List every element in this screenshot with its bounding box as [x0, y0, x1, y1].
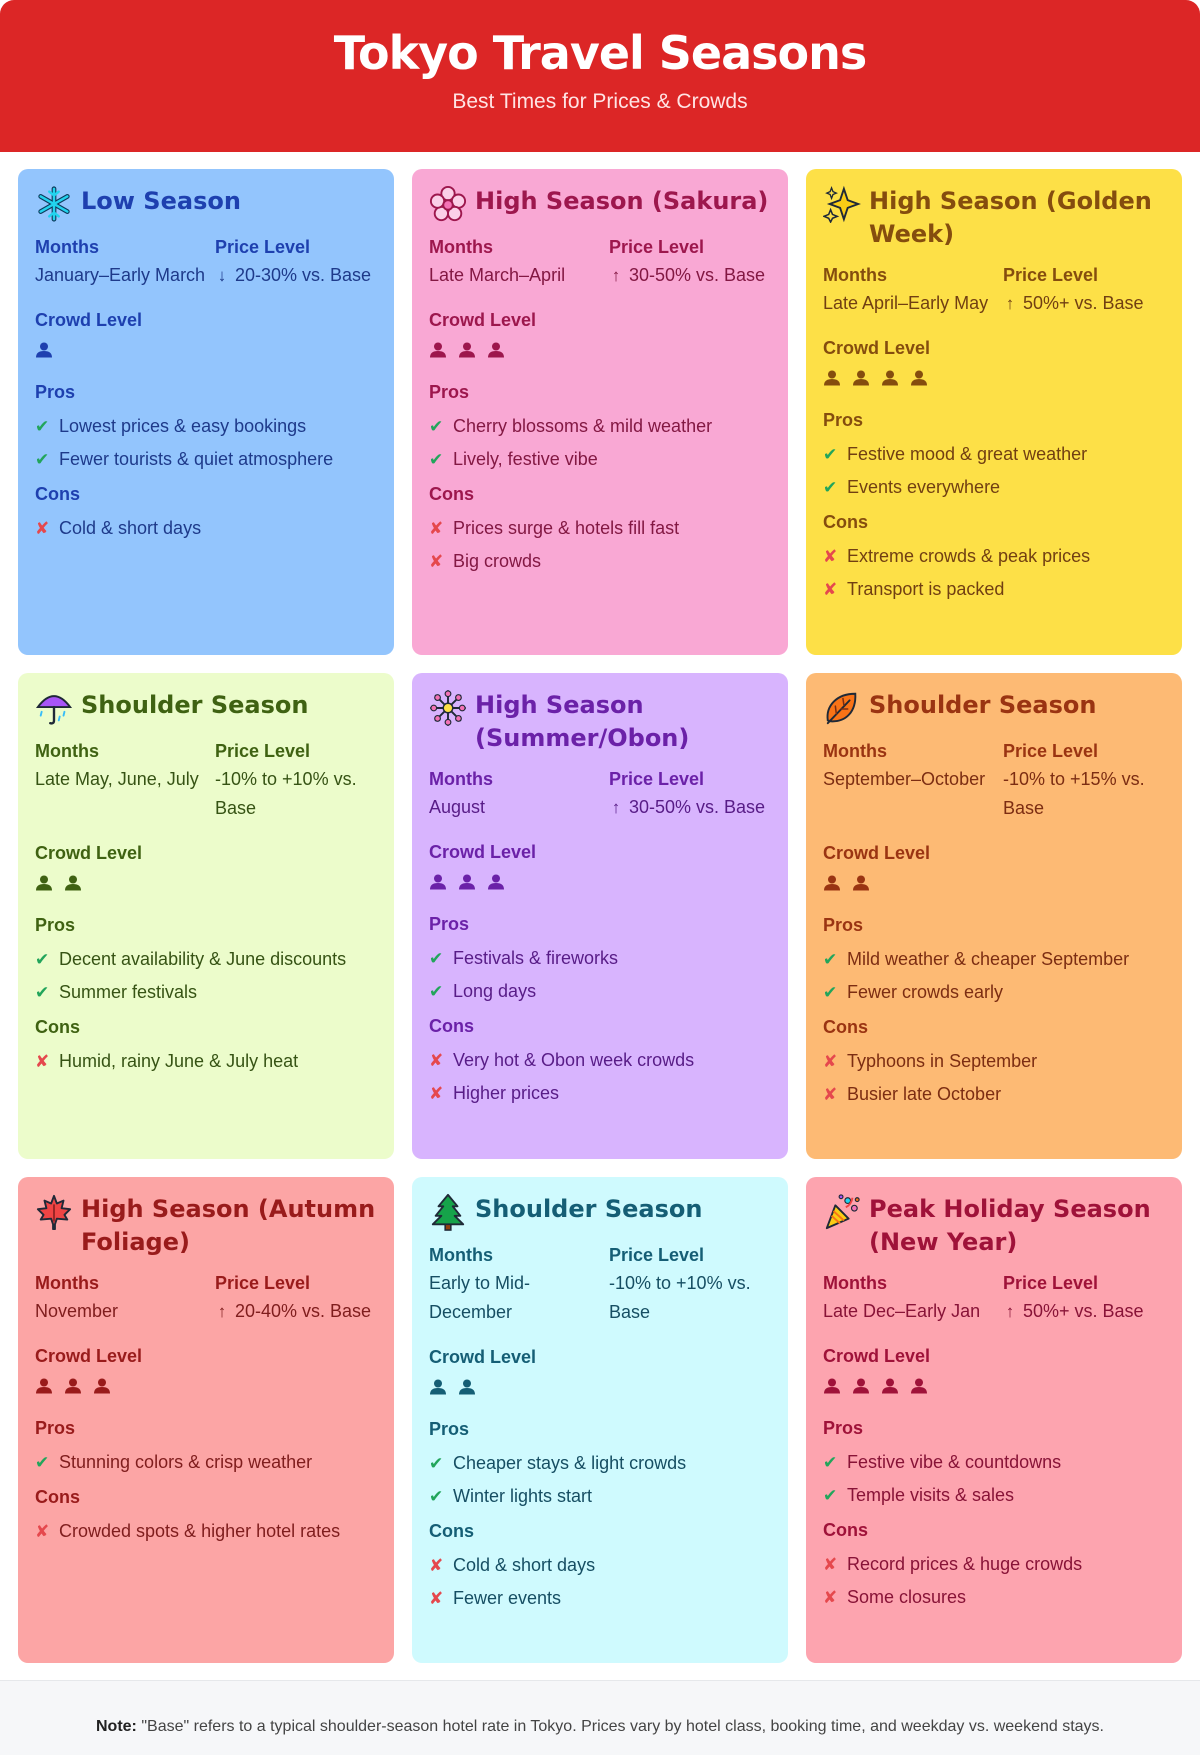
pro-item: ✔ Long days	[429, 975, 772, 1008]
crowd-level	[429, 1343, 772, 1397]
person-icon	[429, 1379, 447, 1395]
person-icon	[429, 342, 447, 358]
con-item: ✘ Higher prices	[429, 1077, 772, 1110]
page-subtitle: Best Times for Prices & Crowds	[452, 90, 748, 113]
pro-item: ✔ Fewer tourists & quiet atmosphere	[35, 443, 378, 476]
check-icon: ✔	[429, 1454, 444, 1473]
autumn-leaf-icon	[823, 689, 861, 727]
months-label: Months	[35, 741, 99, 761]
person-icon	[458, 342, 476, 358]
cross-icon: ✘	[823, 580, 838, 599]
pros-label: Pros	[429, 382, 470, 402]
pro-item: ✔ Festive mood & great weather	[823, 438, 1166, 471]
cross-icon: ✘	[429, 1051, 444, 1070]
check-icon: ✔	[429, 450, 444, 469]
cross-icon: ✘	[823, 1085, 838, 1104]
months-label: Months	[429, 237, 493, 257]
cons-label: Cons	[823, 1017, 868, 1037]
card-header	[823, 185, 1166, 251]
season-card	[18, 1177, 394, 1663]
person-icon	[35, 1378, 53, 1394]
months-label: Months	[823, 265, 887, 285]
person-icon	[458, 1379, 476, 1395]
cons-list	[823, 1548, 1166, 1614]
pros-list	[429, 410, 772, 476]
fireworks-icon	[429, 689, 467, 727]
card-title: Shoulder Season	[81, 691, 309, 719]
crowd-level	[823, 1342, 1166, 1396]
cross-icon: ✘	[35, 1522, 50, 1541]
price-label: Price Level	[215, 237, 311, 257]
check-icon: ✔	[429, 982, 444, 1001]
check-icon: ✔	[429, 417, 444, 436]
cross-icon: ✘	[823, 1052, 838, 1071]
price-label: Price Level	[215, 1273, 311, 1293]
cross-icon: ✘	[429, 1589, 444, 1608]
con-item: ✘ Crowded spots & higher hotel rates	[35, 1515, 378, 1548]
con-item: ✘ Very hot & Obon week crowds	[429, 1044, 772, 1077]
snowflake-icon	[35, 185, 73, 223]
crowd-label: Crowd Level	[823, 338, 931, 358]
con-item: ✘ Some closures	[823, 1581, 1166, 1614]
con-item: ✘ Humid, rainy June & July heat	[35, 1045, 378, 1078]
price-label: Price Level	[1003, 1273, 1099, 1293]
person-icon	[881, 370, 899, 386]
person-icon	[429, 874, 447, 890]
pro-item: ✔ Stunning colors & crisp weather	[35, 1446, 378, 1479]
person-icon	[910, 1378, 928, 1394]
crowd-level	[35, 1342, 378, 1396]
months-value: January–Early March	[35, 265, 206, 285]
price-value: -10% to +10% vs. Base	[609, 1273, 751, 1322]
arrow-up-icon: ↑	[1005, 1302, 1015, 1321]
months-value: Late March–April	[429, 265, 566, 285]
card-meta	[823, 737, 1166, 823]
cons-label: Cons	[35, 484, 80, 504]
crowd-indicator	[429, 340, 772, 360]
cross-icon: ✘	[823, 1588, 838, 1607]
pro-item: ✔ Cherry blossoms & mild weather	[429, 410, 772, 443]
crowd-indicator	[823, 873, 1166, 893]
note-text: "Base" refers to a typical shoulder-season hotel rate in Tokyo. Prices vary by hotel class, booking time, and weekday vs. weekend stays.	[141, 1718, 1104, 1735]
check-icon: ✔	[823, 950, 838, 969]
cross-icon: ✘	[823, 1555, 838, 1574]
person-icon	[823, 875, 841, 891]
pro-item: ✔ Fewer crowds early	[823, 976, 1166, 1009]
pros-label: Pros	[35, 1418, 76, 1438]
cross-icon: ✘	[35, 519, 50, 538]
person-icon	[852, 370, 870, 386]
cons-label: Cons	[429, 484, 474, 504]
pros-list	[429, 1447, 772, 1513]
card-title: Peak Holiday Season (New Year)	[869, 1195, 1151, 1256]
pro-item: ✔ Mild weather & cheaper September	[823, 943, 1166, 976]
crowd-label: Crowd Level	[35, 1346, 143, 1366]
season-card	[18, 673, 394, 1159]
arrow-up-icon: ↑	[217, 1302, 227, 1321]
person-icon	[910, 370, 928, 386]
person-icon	[93, 1378, 111, 1394]
maple-leaf-icon	[35, 1193, 73, 1231]
arrow-up-icon: ↑	[1005, 294, 1015, 313]
card-header	[35, 185, 378, 223]
price-value: ↑ 30-50% vs. Base	[609, 793, 779, 822]
cons-list	[823, 1045, 1166, 1111]
footer-note	[0, 1680, 1200, 1755]
card-meta	[429, 1241, 772, 1327]
cross-icon: ✘	[35, 1052, 50, 1071]
pro-item: ✔ Temple visits & sales	[823, 1479, 1166, 1512]
person-icon	[823, 370, 841, 386]
price-value: ↑ 20-40% vs. Base	[215, 1297, 385, 1326]
cross-icon: ✘	[429, 552, 444, 571]
crowd-level	[35, 306, 378, 360]
season-card	[18, 169, 394, 655]
crowd-indicator	[823, 1376, 1166, 1396]
person-icon	[852, 875, 870, 891]
person-icon	[64, 1378, 82, 1394]
price-value: ↓ 20-30% vs. Base	[215, 261, 385, 290]
pro-item: ✔ Festive vibe & countdowns	[823, 1446, 1166, 1479]
card-header	[823, 1193, 1166, 1259]
card-title: Shoulder Season	[475, 1195, 703, 1223]
crowd-level	[35, 839, 378, 893]
pros-label: Pros	[823, 410, 864, 430]
check-icon: ✔	[35, 417, 50, 436]
cons-label: Cons	[429, 1016, 474, 1036]
pros-list	[823, 1446, 1166, 1512]
card-header	[35, 689, 378, 727]
card-title: Low Season	[81, 187, 241, 215]
card-meta	[35, 1269, 378, 1326]
card-title: High Season (Sakura)	[475, 187, 769, 215]
months-label: Months	[429, 1245, 493, 1265]
price-label: Price Level	[609, 1245, 705, 1265]
crowd-label: Crowd Level	[35, 843, 143, 863]
check-icon: ✔	[35, 450, 50, 469]
months-value: August	[429, 797, 486, 817]
cons-label: Cons	[35, 1487, 80, 1507]
con-item: ✘ Cold & short days	[35, 512, 378, 545]
con-item: ✘ Prices surge & hotels fill fast	[429, 512, 772, 545]
pros-list	[823, 438, 1166, 504]
months-value: September–October	[823, 769, 986, 789]
season-card	[806, 169, 1182, 655]
cons-list	[35, 512, 378, 545]
crowd-label: Crowd Level	[823, 1346, 931, 1366]
crowd-label: Crowd Level	[823, 843, 931, 863]
card-meta	[429, 233, 772, 290]
card-meta	[35, 233, 378, 290]
check-icon: ✔	[35, 1453, 50, 1472]
months-label: Months	[429, 769, 493, 789]
con-item: ✘ Typhoons in September	[823, 1045, 1166, 1078]
pros-list	[429, 942, 772, 1008]
card-title: Shoulder Season	[869, 691, 1097, 719]
months-label: Months	[823, 741, 887, 761]
cherry-blossom-icon	[429, 185, 467, 223]
months-label: Months	[35, 1273, 99, 1293]
person-icon	[823, 1378, 841, 1394]
months-value: Early to Mid-December	[429, 1273, 531, 1322]
cons-list	[429, 1044, 772, 1110]
price-value: ↑ 50%+ vs. Base	[1003, 289, 1173, 318]
arrow-down-icon: ↓	[217, 266, 227, 285]
cons-label: Cons	[823, 1520, 868, 1540]
cross-icon: ✘	[429, 1556, 444, 1575]
check-icon: ✔	[429, 1487, 444, 1506]
cons-list	[35, 1045, 378, 1078]
con-item: ✘ Fewer events	[429, 1582, 772, 1615]
cons-list	[35, 1515, 378, 1548]
pros-label: Pros	[429, 1419, 470, 1439]
person-icon	[852, 1378, 870, 1394]
card-meta	[823, 261, 1166, 318]
con-item: ✘ Big crowds	[429, 545, 772, 578]
card-header	[429, 185, 772, 223]
season-card	[806, 673, 1182, 1159]
price-label: Price Level	[215, 741, 311, 761]
con-item: ✘ Record prices & huge crowds	[823, 1548, 1166, 1581]
months-value: Late Dec–Early Jan	[823, 1301, 981, 1321]
cons-list	[429, 1549, 772, 1615]
crowd-indicator	[35, 1376, 378, 1396]
pro-item: ✔ Summer festivals	[35, 976, 378, 1009]
cons-list	[823, 540, 1166, 606]
crowd-label: Crowd Level	[429, 842, 537, 862]
crowd-level	[429, 838, 772, 892]
check-icon: ✔	[823, 983, 838, 1002]
con-item: ✘ Cold & short days	[429, 1549, 772, 1582]
check-icon: ✔	[823, 478, 838, 497]
cross-icon: ✘	[823, 547, 838, 566]
pro-item: ✔ Festivals & fireworks	[429, 942, 772, 975]
pros-list	[35, 943, 378, 1009]
price-label: Price Level	[609, 237, 705, 257]
months-value: Late April–Early May	[823, 293, 989, 313]
season-card	[806, 1177, 1182, 1663]
pro-item: ✔ Decent availability & June discounts	[35, 943, 378, 976]
season-grid	[18, 169, 1184, 1663]
page-title: Tokyo Travel Seasons	[333, 26, 867, 80]
sparkles-icon	[823, 185, 861, 223]
cons-label: Cons	[429, 1521, 474, 1541]
crowd-level	[823, 839, 1166, 893]
card-header	[823, 689, 1166, 727]
cons-list	[429, 512, 772, 578]
person-icon	[881, 1378, 899, 1394]
crowd-indicator	[35, 340, 378, 360]
pros-list	[35, 1446, 378, 1479]
card-meta	[35, 737, 378, 823]
pros-label: Pros	[823, 915, 864, 935]
card-title: High Season (Golden Week)	[869, 187, 1152, 248]
card-meta	[429, 765, 772, 822]
person-icon	[64, 875, 82, 891]
pros-label: Pros	[823, 1418, 864, 1438]
con-item: ✘ Extreme crowds & peak prices	[823, 540, 1166, 573]
pro-item: ✔ Cheaper stays & light crowds	[429, 1447, 772, 1480]
evergreen-tree-icon	[429, 1193, 467, 1231]
person-icon	[35, 875, 53, 891]
price-label: Price Level	[609, 769, 705, 789]
months-label: Months	[823, 1273, 887, 1293]
arrow-up-icon: ↑	[611, 798, 621, 817]
price-label: Price Level	[1003, 741, 1099, 761]
pros-list	[35, 410, 378, 476]
crowd-level	[823, 334, 1166, 388]
person-icon	[487, 874, 505, 890]
price-label: Price Level	[1003, 265, 1099, 285]
pro-item: ✔ Events everywhere	[823, 471, 1166, 504]
cross-icon: ✘	[429, 519, 444, 538]
cons-label: Cons	[823, 512, 868, 532]
umbrella-rain-icon	[35, 689, 73, 727]
crowd-label: Crowd Level	[429, 310, 537, 330]
season-card	[412, 169, 788, 655]
check-icon: ✔	[823, 1453, 838, 1472]
pros-label: Pros	[429, 914, 470, 934]
season-card	[412, 673, 788, 1159]
card-meta	[823, 1269, 1166, 1326]
months-value: Late May, June, July	[35, 769, 199, 789]
check-icon: ✔	[429, 949, 444, 968]
person-icon	[458, 874, 476, 890]
cross-icon: ✘	[429, 1084, 444, 1103]
pro-item: ✔ Lively, festive vibe	[429, 443, 772, 476]
price-value: -10% to +15% vs. Base	[1003, 769, 1145, 818]
price-value: ↑ 30-50% vs. Base	[609, 261, 779, 290]
pros-label: Pros	[35, 915, 76, 935]
page-header	[0, 0, 1200, 152]
card-header	[429, 1193, 772, 1231]
crowd-indicator	[429, 872, 772, 892]
arrow-up-icon: ↑	[611, 266, 621, 285]
crowd-level	[429, 306, 772, 360]
pros-label: Pros	[35, 382, 76, 402]
check-icon: ✔	[35, 983, 50, 1002]
crowd-indicator	[823, 368, 1166, 388]
card-header	[35, 1193, 378, 1259]
note-label: Note:	[96, 1718, 137, 1735]
season-card	[412, 1177, 788, 1663]
cons-label: Cons	[35, 1017, 80, 1037]
con-item: ✘ Transport is packed	[823, 573, 1166, 606]
pro-item: ✔ Lowest prices & easy bookings	[35, 410, 378, 443]
months-value: November	[35, 1301, 119, 1321]
pros-list	[823, 943, 1166, 1009]
crowd-indicator	[35, 873, 378, 893]
check-icon: ✔	[823, 445, 838, 464]
card-header	[429, 689, 772, 755]
price-value: -10% to +10% vs. Base	[215, 769, 357, 818]
crowd-label: Crowd Level	[35, 310, 143, 330]
check-icon: ✔	[35, 950, 50, 969]
crowd-indicator	[429, 1377, 772, 1397]
crowd-label: Crowd Level	[429, 1347, 537, 1367]
person-icon	[35, 342, 53, 358]
pro-item: ✔ Winter lights start	[429, 1480, 772, 1513]
party-popper-icon	[823, 1193, 861, 1231]
price-value: ↑ 50%+ vs. Base	[1003, 1297, 1173, 1326]
check-icon: ✔	[823, 1486, 838, 1505]
card-title: High Season (Autumn Foliage)	[81, 1195, 376, 1256]
months-label: Months	[35, 237, 99, 257]
con-item: ✘ Busier late October	[823, 1078, 1166, 1111]
person-icon	[487, 342, 505, 358]
card-title: High Season (Summer/Obon)	[475, 691, 690, 752]
